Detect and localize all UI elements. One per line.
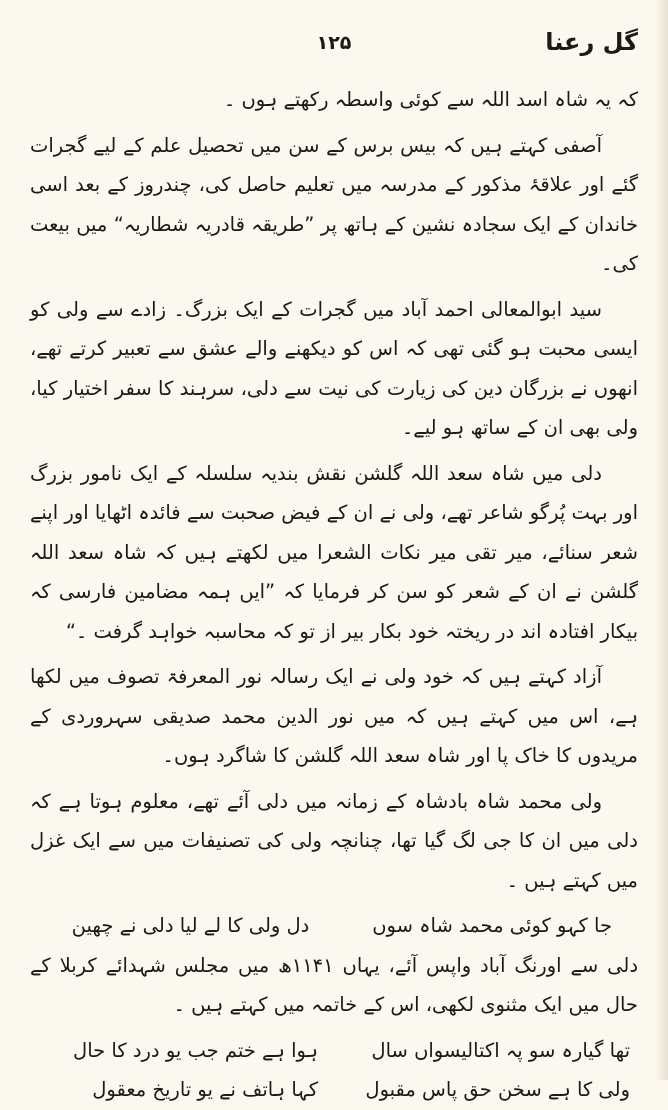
verse-3-hemistich-1: کہا ہاتف نے یو تاریخ معقول [92, 1078, 318, 1101]
paragraph-7: دلی سے اورنگ آباد واپس آئے، یہاں ۱۱۴۱ھ میں مجلس شہدائے کربلا کے حال میں ایک مثنوی لکھی، اس کے خاتمہ میں کہتے ہیں ۔ [30, 953, 638, 1016]
verse-3-hemistich-2: ولی کا ہے سخن حق پاس مقبول [365, 1078, 630, 1101]
paragraph-2: آصفی کہتے ہیں کہ بیس برس کے سن میں تحصیل علم کے لیے گجرات گئے اور علاقۂ مذکور کے مدرسہ میں تعلیم حاصل کی، چندروز کے بعد اسی خاندان کے ایک سجادہ نشین کے ہاتھ پر ”طریقہ قادریہ شطاریہ“ میں بیعت کی۔ [30, 133, 638, 275]
verse-2-hemistich-2: تھا گیارہ سو پہ اکتالیسواں سال [371, 1038, 630, 1062]
body-text [30, 80, 638, 1110]
verse-couplet-3 [30, 1070, 630, 1110]
verse-1-hemistich-1: دل ولی کا لے لیا دلی نے چھین [71, 914, 310, 937]
verse-couplet-2 [30, 1031, 630, 1071]
verse-2-hemistich-1: ہوا ہے ختم جب یو درد کا حال [73, 1038, 318, 1062]
paragraph-3: سید ابوالمعالی احمد آباد میں گجرات کے ایک بزرگ۔ زادے سے ولی کو ایسی محبت ہو گئی تھی کہ اس کو دیکھنے والے عشق سے تعبیر کرتے تھے، انھوں نے بزرگان دین کی زیارت کی نیت سے دلی، سرہند کا سفر اختیار کیا، ولی بھی ان کے ساتھ ہو لیے۔ [30, 297, 638, 439]
page-number: ۱۲۵ [316, 32, 352, 54]
verse-couplet-1 [30, 906, 630, 946]
running-title: گل رعنا [545, 28, 638, 56]
paragraph-1: کہ یہ شاہ اسد اللہ سے کوئی واسطہ رکھتے ہوں ۔ [223, 88, 638, 111]
paragraph-4: دلی میں شاہ سعد اللہ گلشن نقش بندیہ سلسلہ کے ایک نامور بزرگ اور بہت پُرگو شاعر تھے، ولی نے ان کے فیض صحبت سے فائدہ اٹھایا اور اپنے شعر سنائے، میر تقی میر نکات الشعرا میں لکھتے ہیں کہ شاہ سعد اللہ گلشن نے ان کے شعر کو سن کر فرمایا کہ ”ایں ہمہ مضامین فارسی کہ بیکار افتادہ اند در ریختہ خود بکار بیر از تو کہ محاسبہ خواہد گرفت ۔“ [30, 461, 638, 643]
paragraph-6: ولی محمد شاہ بادشاہ کے زمانہ میں دلی آئے تھے، معلوم ہوتا ہے کہ دلی میں ان کا جی لگ گیا تھا، چنانچہ ولی کی تصنیفات میں سے ایک غزل میں کہتے ہیں ۔ [30, 789, 638, 892]
page-edge-shadow [654, 0, 668, 1080]
paragraph-5: آزاد کہتے ہیں کہ خود ولی نے ایک رسالہ نور المعرفۃ تصوف میں لکھا ہے، اس میں کہتے ہیں کہ میں نور الدین محمد صدیقی سہروردی کے مریدوں کا خاک پا اور شاہ سعد اللہ گلشن کا شاگرد ہوں۔ [30, 665, 638, 767]
page-header [30, 22, 638, 72]
verse-1-hemistich-2: جا کہو کوئی محمد شاہ سوں [372, 914, 612, 937]
